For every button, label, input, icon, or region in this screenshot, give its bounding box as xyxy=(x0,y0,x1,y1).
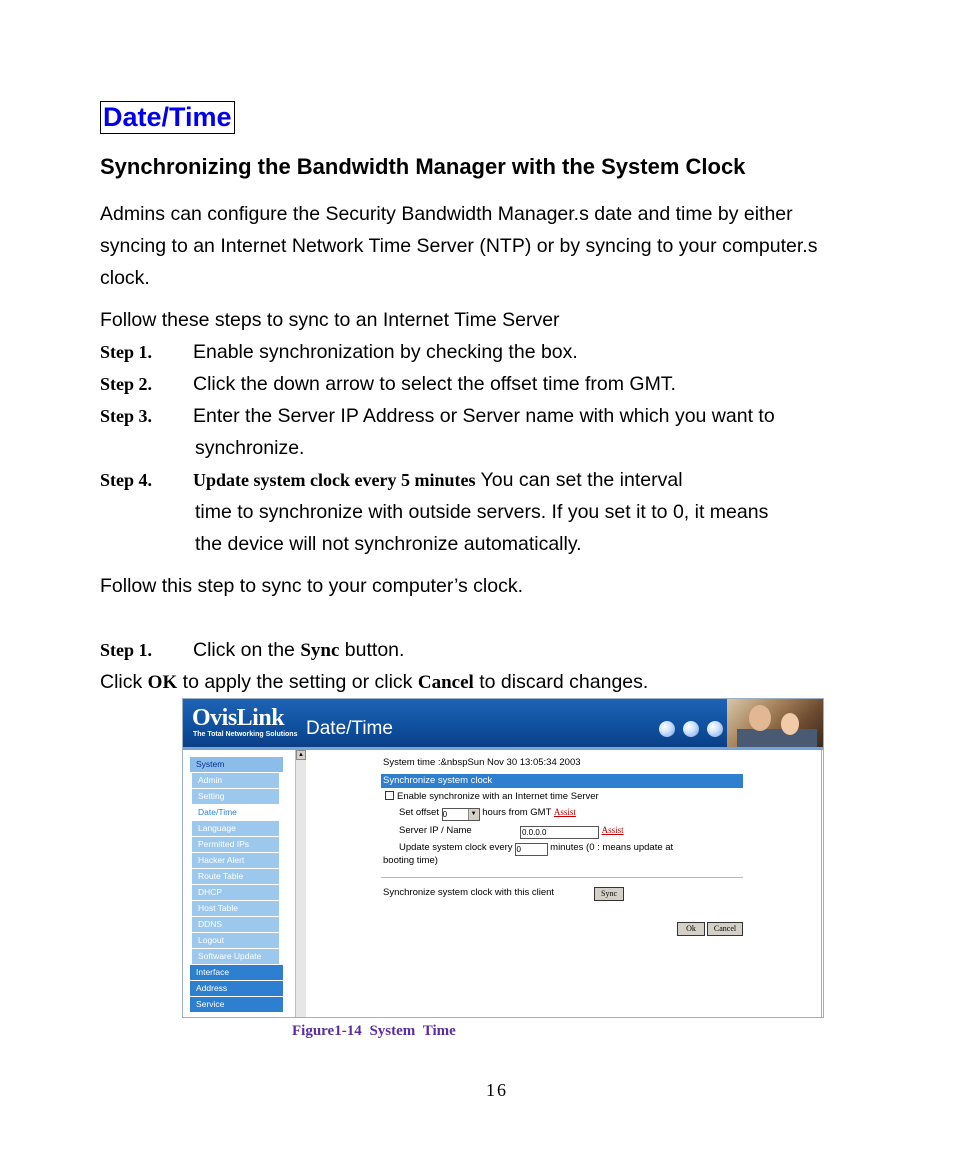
ok-button[interactable]: Ok xyxy=(677,922,705,936)
offset-value: 0 xyxy=(442,810,448,819)
sync-button[interactable]: Sync xyxy=(594,887,624,901)
click-post: to discard changes. xyxy=(473,671,649,693)
step-label: Step 1. xyxy=(100,640,153,660)
click-pre: Click xyxy=(100,671,148,693)
step-text: Enable synchronization by checking the box. xyxy=(193,341,578,363)
globe-icon xyxy=(659,721,675,737)
step-label: Step 4. xyxy=(100,470,153,490)
page-number: 16 xyxy=(486,1080,508,1100)
step-bold-text: Update system clock every 5 minutes xyxy=(193,470,476,490)
datetime-screenshot xyxy=(182,698,824,1018)
server-row xyxy=(399,825,624,839)
section-heading: Synchronizing the Bandwidth Manager with the System Clock xyxy=(100,154,746,179)
server-label: Server IP / Name xyxy=(399,825,472,836)
ntp-step-4 xyxy=(100,464,683,496)
enable-sync-label: Enable synchronize with an Internet time Server xyxy=(397,791,599,802)
intro-line-3: clock. xyxy=(100,267,150,289)
update-interval-input[interactable]: 0 xyxy=(515,843,548,856)
sidebar-item-language[interactable]: Language xyxy=(192,821,279,836)
offset-label: Set offset xyxy=(399,807,439,818)
sync-client-label: Synchronize system clock with this client xyxy=(383,887,555,898)
sync-section-header: Synchronize system clock xyxy=(381,774,743,788)
sidebar-item-setting[interactable]: Setting xyxy=(192,789,279,804)
sidebar-item-dhcp[interactable]: DHCP xyxy=(192,885,279,900)
step-bold-text: Sync xyxy=(300,640,340,661)
step-label: Step 1. xyxy=(100,342,153,362)
follow-pc-text: Follow this step to sync to your computer’s clock. xyxy=(100,575,524,597)
ntp-step-3-cont: synchronize. xyxy=(195,437,305,459)
intro-line-2: syncing to an Internet Network Time Server (NTP) or by syncing to your computer.s xyxy=(100,235,818,257)
server-input[interactable]: 0.0.0.0 xyxy=(520,826,599,839)
cancel-button[interactable]: Cancel xyxy=(707,922,743,936)
step-label: Step 2. xyxy=(100,374,153,394)
server-assist-link[interactable]: Assist xyxy=(601,825,624,835)
ntp-step-4-cont-1: time to synchronize with outside servers. If you set it to 0, it means xyxy=(195,501,769,523)
enable-sync-row xyxy=(385,791,599,802)
sidebar-section-interface[interactable]: Interface xyxy=(190,965,283,980)
sidebar-item-logout[interactable]: Logout xyxy=(192,933,279,948)
logo-tagline: The Total Networking Solutions xyxy=(193,731,298,738)
header-underline xyxy=(183,747,823,750)
sidebar-item-date-time[interactable]: Date/Time xyxy=(192,805,279,820)
header-photo xyxy=(727,699,823,747)
divider xyxy=(381,877,743,879)
step-text: Click the down arrow to select the offset time from GMT. xyxy=(193,373,676,395)
click-mid: to apply the setting or click xyxy=(177,671,418,693)
sidebar-scrollbar[interactable] xyxy=(295,750,306,1017)
offset-select[interactable] xyxy=(442,808,480,821)
sidebar-item-route-table[interactable]: Route Table xyxy=(192,869,279,884)
sidebar-item-software-update[interactable]: Software Update xyxy=(192,949,279,964)
header-title: Date/Time xyxy=(306,718,393,739)
sidebar-section-service[interactable]: Service xyxy=(190,997,283,1012)
update-label: Update system clock every xyxy=(399,842,513,853)
globe-icons xyxy=(659,721,731,742)
sidebar xyxy=(190,757,283,1013)
pc-step-1 xyxy=(100,634,404,667)
follow-ntp-text: Follow these steps to sync to an Internet Time Server xyxy=(100,309,560,331)
ntp-step-3 xyxy=(100,400,775,432)
step-label: Step 3. xyxy=(100,406,153,426)
page-title: Date/Time xyxy=(100,101,235,134)
globe-icon xyxy=(707,721,723,737)
offset-row xyxy=(399,807,576,821)
offset-assist-link[interactable]: Assist xyxy=(553,807,576,817)
content-border xyxy=(821,750,822,1017)
click-ok-line xyxy=(100,666,648,699)
sidebar-item-host-table[interactable]: Host Table xyxy=(192,901,279,916)
scroll-up-icon[interactable]: ▲ xyxy=(296,750,306,760)
figure-caption: Figure1-14 System Time xyxy=(292,1023,456,1039)
enable-sync-checkbox[interactable] xyxy=(385,791,394,800)
system-time-text: System time :&nbspSun Nov 30 13:05:34 2003 xyxy=(383,757,581,768)
ntp-step-1 xyxy=(100,336,578,368)
step-text: Enter the Server IP Address or Server name with which you want to xyxy=(193,405,775,427)
intro-line-1: Admins can configure the Security Bandwidth Manager.s date and time by either xyxy=(100,203,793,225)
sidebar-item-permitted-ips[interactable]: Permitted IPs xyxy=(192,837,279,852)
ntp-step-4-cont-2: the device will not synchronize automatically. xyxy=(195,533,582,555)
update-row xyxy=(399,842,673,856)
ovislink-logo: OvisLink xyxy=(192,705,285,731)
sidebar-section-address[interactable]: Address xyxy=(190,981,283,996)
sidebar-item-hacker-alert[interactable]: Hacker Alert xyxy=(192,853,279,868)
chevron-down-icon[interactable]: ▼ xyxy=(468,809,479,820)
offset-suffix: hours from GMT xyxy=(482,807,552,818)
step-text: You can set the interval xyxy=(475,469,683,491)
ok-word: OK xyxy=(147,672,178,693)
sidebar-item-ddns[interactable]: DDNS xyxy=(192,917,279,932)
step-text-post: button. xyxy=(339,639,405,661)
globe-icon xyxy=(683,721,699,737)
update-suffix-2: booting time) xyxy=(383,855,438,866)
step-text-pre: Click on the xyxy=(193,639,301,661)
app-header xyxy=(183,699,823,747)
cancel-word: Cancel xyxy=(417,672,474,693)
ntp-step-2 xyxy=(100,368,676,400)
sidebar-section-system[interactable]: System xyxy=(190,757,283,772)
update-suffix: minutes (0 : means update at xyxy=(550,842,674,853)
sidebar-item-admin[interactable]: Admin xyxy=(192,773,279,788)
